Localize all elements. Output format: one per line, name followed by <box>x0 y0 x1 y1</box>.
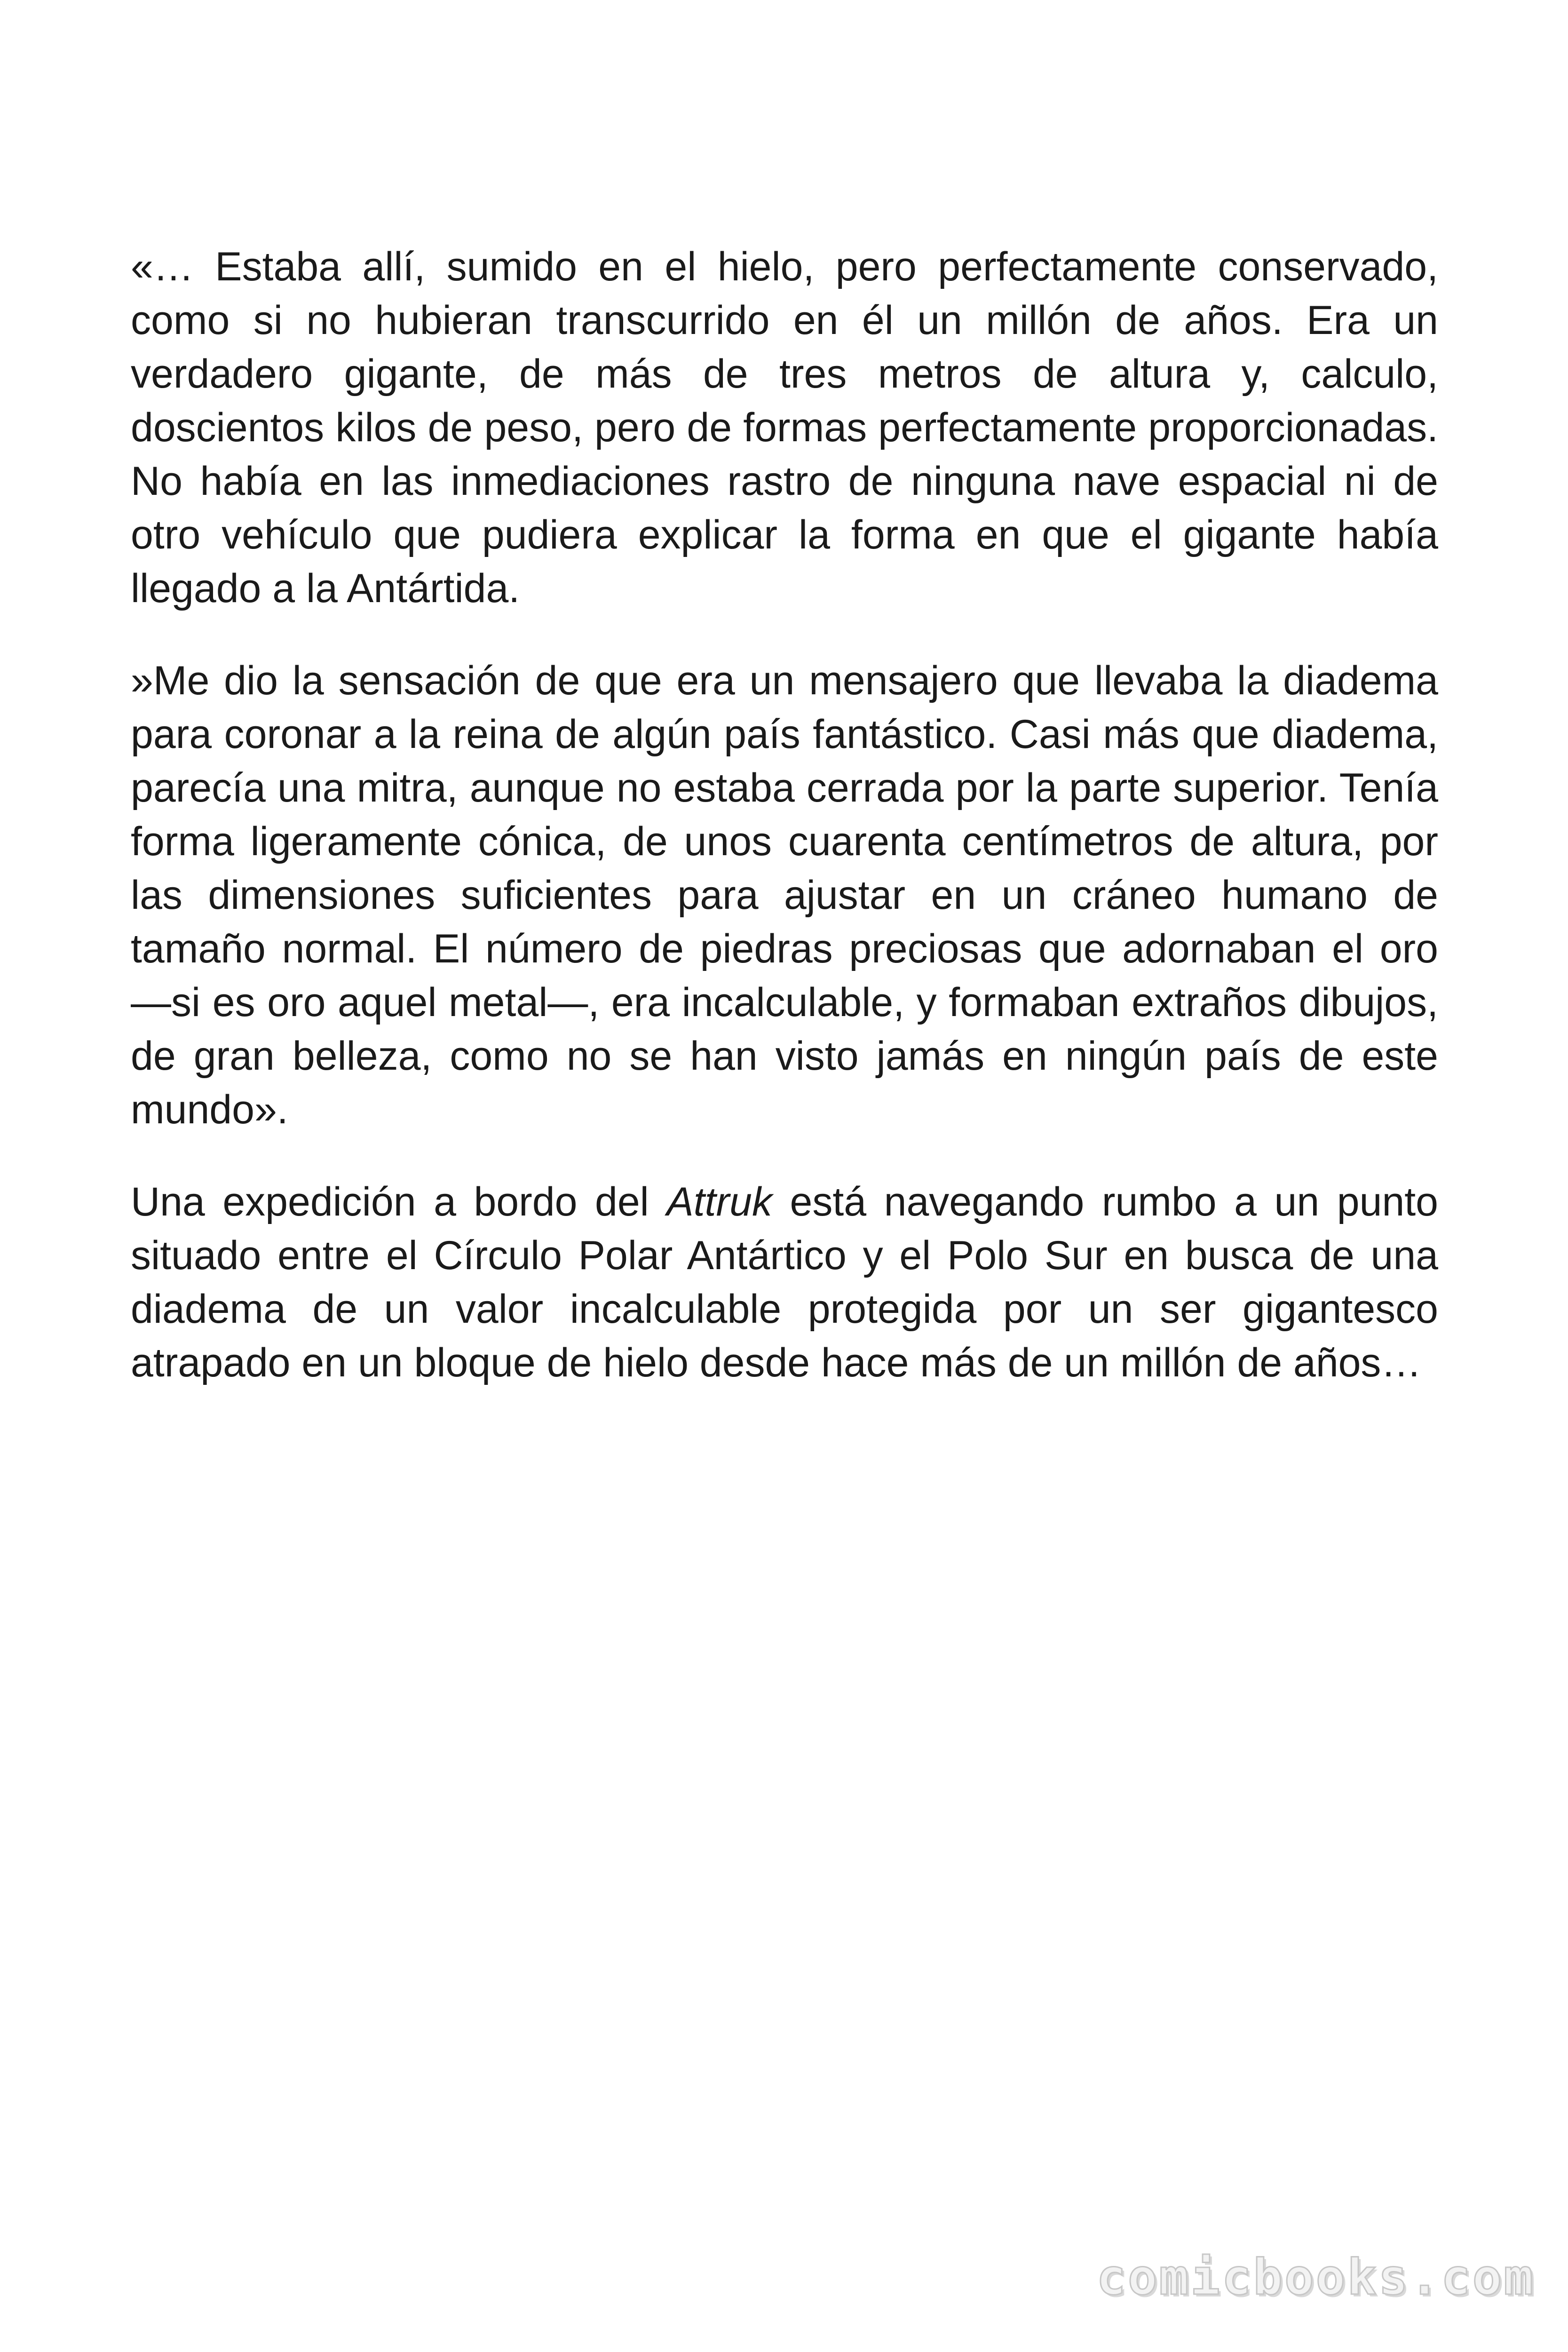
ship-name: Attruk <box>666 1179 772 1224</box>
page-body <box>131 240 1438 1428</box>
paragraph-2: »Me dio la sensación de que era un mensajero que llevaba la diadema para coronar a la reina de algún país fantástico. Casi más que diadema, parecía una mitra, aunque no estaba cerrada por la parte superior. Tenía forma ligeramente cónica, de unos cuarenta centímetros de altura, por las dimensiones suficientes para ajustar en un cráneo humano de tamaño normal. El número de piedras preciosas que adornaban el oro —si es oro aquel metal—, era incalculable, y formaban extraños dibujos, de gran belleza, como no se han visto jamás en ningún país de este mundo». <box>131 658 1438 1132</box>
watermark-logo: comicbooks.com <box>1096 2249 1535 2306</box>
paragraph-1: «… Estaba allí, sumido en el hielo, pero perfectamente conservado, como si no hubieran transcurrido en él un millón de años. Era un verdadero gigante, de más de tres metros de altura y, calculo, doscientos kilos de peso, pero de formas perfectamente proporcionadas. No había en las inmediaciones rastro de ninguna nave espacial ni de otro vehículo que pudiera explicar la forma en que el gigante había llegado a la Antártida. <box>131 244 1438 611</box>
paragraph-3-lead: Una expedición a bordo del <box>131 1179 667 1224</box>
paragraph-3-rest: está navegando rumbo a un punto situado entre el Círculo Polar Antártico y el Polo Sur en busca de una diadema de un valor incalculable protegida por un ser gigantesco atrapado en un bloque de hielo desde hace más de un millón de años… <box>131 1179 1438 1385</box>
paragraph-3 <box>131 1175 1438 1390</box>
